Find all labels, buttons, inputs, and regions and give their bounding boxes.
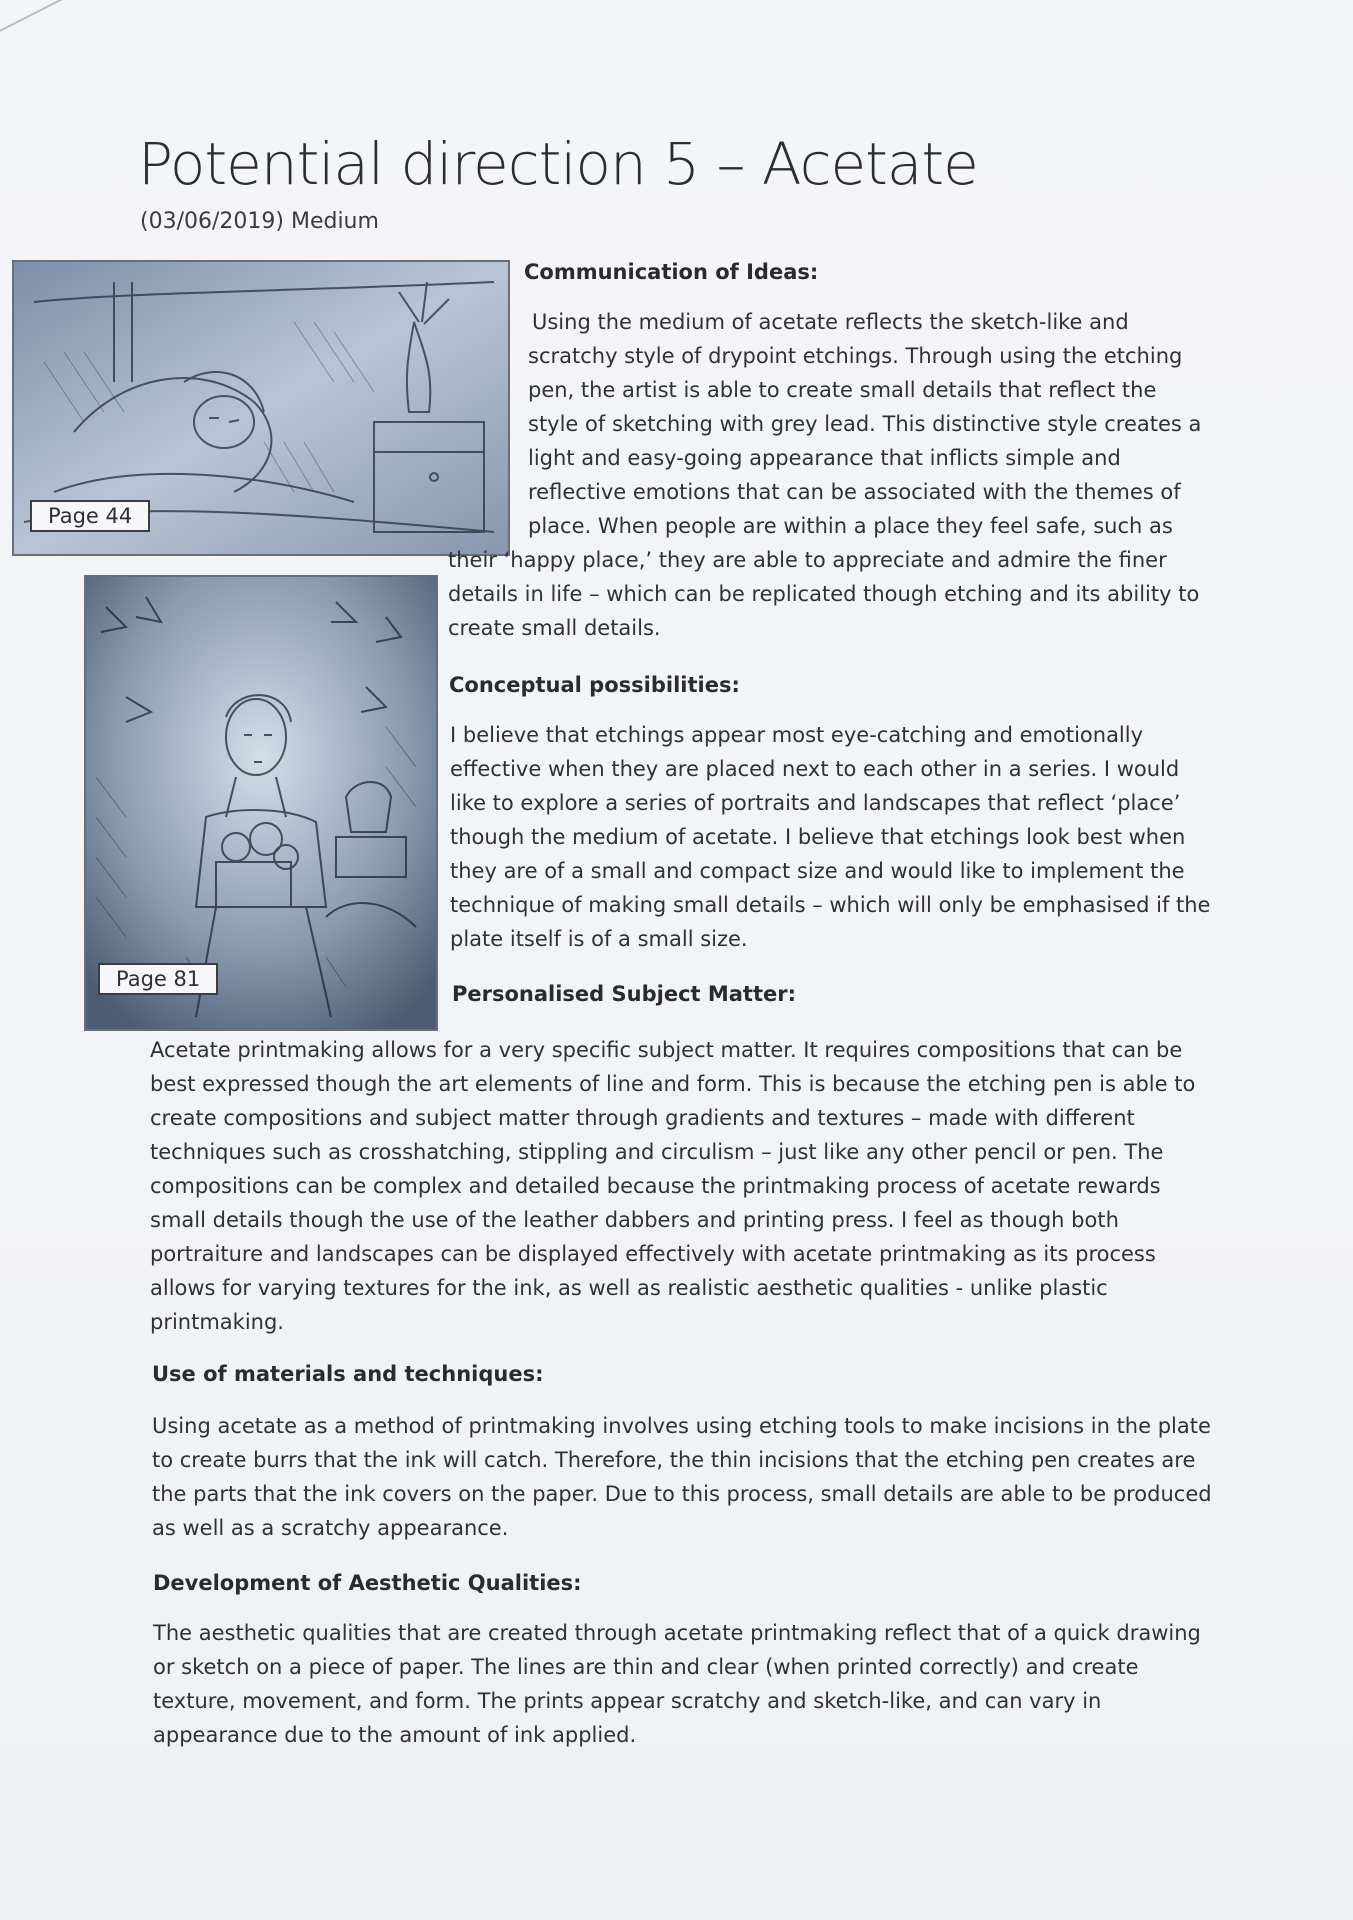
text-line: though the medium of acetate. I believe that etchings look best when (450, 825, 1186, 849)
paragraph-communication-b (448, 543, 1199, 645)
text-line: effective when they are placed next to each other in a series. I would (450, 757, 1180, 781)
text-line: techniques such as crosshatching, stippling and circulism – just like any other pencil or pen. The (150, 1140, 1164, 1164)
text-line: best expressed though the art elements of line and form. This is because the etching pen is able to (150, 1072, 1196, 1096)
text-line: to create burrs that the ink will catch. Therefore, the thin incisions that the etching pen creates are (152, 1448, 1196, 1472)
text-line: like to explore a series of portraits and landscapes that reflect ‘place’ (450, 791, 1181, 815)
text-line: I believe that etchings appear most eye-catching and emotionally (450, 723, 1144, 747)
text-line: create compositions and subject matter through gradients and textures – made with different (150, 1106, 1135, 1130)
etching-woman-portrait-drawing (86, 577, 436, 1029)
paragraph-conceptual (450, 718, 1210, 956)
text-line: their ‘happy place,’ they are able to appreciate and admire the finer (448, 548, 1167, 572)
heading-communication-of-ideas: Communication of Ideas: (524, 260, 819, 284)
page-title: Potential direction 5 – Acetate (138, 130, 978, 198)
heading-personalised-subject-matter: Personalised Subject Matter: (452, 982, 797, 1006)
text-line: Using acetate as a method of printmaking involves using etching tools to make incisions in the plate (152, 1414, 1211, 1438)
page-subtitle: (03/06/2019) Medium (140, 209, 379, 234)
text-line: details in life – which can be replicated though etching and its ability to (448, 582, 1200, 606)
text-line: place. When people are within a place they feel safe, such as (528, 514, 1173, 538)
text-line: or sketch on a piece of paper. The lines are thin and clear (when printed correctly) and create (153, 1655, 1139, 1679)
text-line: scratchy style of drypoint etchings. Through using the etching (528, 344, 1183, 368)
paragraph-materials (152, 1409, 1212, 1545)
text-line: printmaking. (150, 1310, 284, 1334)
text-line: reflective emotions that can be associated with the themes of (528, 480, 1181, 504)
etching-image-woman-portrait (84, 575, 438, 1031)
text-line: The aesthetic qualities that are created through acetate printmaking reflect that of a quick drawing (153, 1621, 1201, 1645)
page-edge-line (0, 0, 168, 42)
text-line: small details though the use of the leather dabbers and printing press. I feel as though both (150, 1208, 1119, 1232)
text-line: create small details. (448, 616, 661, 640)
text-line: as well as a scratchy appearance. (152, 1516, 509, 1540)
text-line: compositions can be complex and detailed because the printmaking process of acetate rewards (150, 1174, 1161, 1198)
text-line: appearance due to the amount of ink applied. (153, 1723, 637, 1747)
text-line: Using the medium of acetate reflects the sketch-like and (532, 310, 1129, 334)
text-line: portraiture and landscapes can be displayed effectively with acetate printmaking as its process (150, 1242, 1156, 1266)
paragraph-personalised (150, 1033, 1195, 1339)
page-81-label: Page 81 (98, 963, 218, 995)
text-line: they are of a small and compact size and would like to implement the (450, 859, 1185, 883)
text-line: light and easy-going appearance that inflicts simple and (528, 446, 1121, 470)
paragraph-aesthetic (153, 1616, 1201, 1752)
text-line: style of sketching with grey lead. This distinctive style creates a (528, 412, 1202, 436)
text-line: texture, movement, and form. The prints appear scratchy and sketch-like, and can vary in (153, 1689, 1102, 1713)
text-line: allows for varying textures for the ink, as well as realistic aesthetic qualities - unlike plastic (150, 1276, 1108, 1300)
text-line: the parts that the ink covers on the paper. Due to this process, small details are able to be produced (152, 1482, 1212, 1506)
heading-materials-and-techniques: Use of materials and techniques: (152, 1362, 544, 1386)
etching-image-sleeping-figure (12, 260, 510, 556)
text-line: plate itself is of a small size. (450, 927, 748, 951)
heading-aesthetic-qualities: Development of Aesthetic Qualities: (153, 1571, 582, 1595)
paragraph-communication-a (528, 305, 1201, 543)
page-44-label: Page 44 (30, 500, 150, 532)
heading-conceptual-possibilities: Conceptual possibilities: (449, 673, 740, 697)
text-line: pen, the artist is able to create small details that reflect the (528, 378, 1157, 402)
text-line: technique of making small details – which will only be emphasised if the (450, 893, 1211, 917)
text-line: Acetate printmaking allows for a very specific subject matter. It requires compositions that can be (150, 1038, 1183, 1062)
